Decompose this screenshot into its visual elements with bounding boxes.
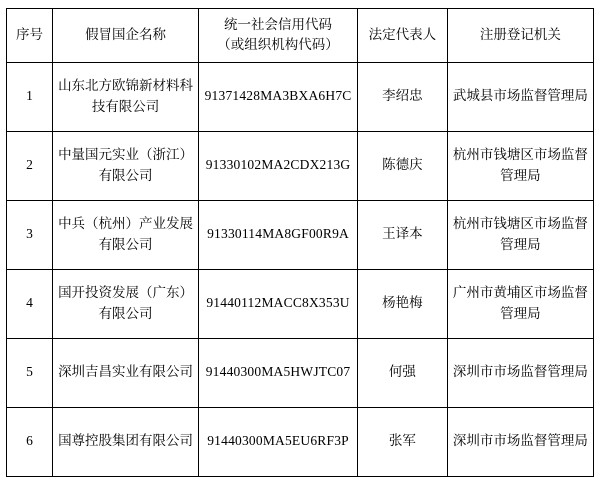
cell-index: 5	[7, 338, 53, 407]
column-header-index	[7, 9, 53, 63]
cell-name: 中兵（杭州）产业发展有限公司	[52, 200, 198, 269]
cell-rep: 李绍忠	[357, 62, 447, 131]
cell-index: 3	[7, 200, 53, 269]
cell-code: 91440300MA5EU6RF3P	[199, 407, 358, 476]
cell-name: 山东北方欧锦新材料科技有限公司	[52, 62, 198, 131]
column-header-name	[52, 9, 198, 63]
cell-rep: 陈德庆	[357, 131, 447, 200]
cell-index: 1	[7, 62, 53, 131]
cell-org: 杭州市钱塘区市场监督管理局	[447, 131, 593, 200]
cell-org: 广州市黄埔区市场监督管理局	[447, 269, 593, 338]
table-row	[7, 62, 594, 131]
fake-company-table	[6, 8, 594, 477]
cell-code: 91440112MACC8X353U	[199, 269, 358, 338]
table-row	[7, 131, 594, 200]
cell-name: 国开投资发展（广东）有限公司	[52, 269, 198, 338]
cell-index: 6	[7, 407, 53, 476]
cell-code: 91330114MA8GF00R9A	[199, 200, 358, 269]
column-header-rep	[357, 9, 447, 63]
table-header-row	[7, 9, 594, 63]
cell-index: 4	[7, 269, 53, 338]
table-row	[7, 200, 594, 269]
cell-org: 杭州市钱塘区市场监督管理局	[447, 200, 593, 269]
table-body	[7, 62, 594, 476]
cell-rep: 王译本	[357, 200, 447, 269]
cell-code: 91371428MA3BXA6H7C	[199, 62, 358, 131]
cell-org: 武城县市场监督管理局	[447, 62, 593, 131]
cell-rep: 何强	[357, 338, 447, 407]
column-header-code-label: 统一社会信用代码	[224, 17, 333, 32]
table-header	[7, 9, 594, 63]
cell-name: 国尊控股集团有限公司	[52, 407, 198, 476]
column-header-org-label: 注册登记机关	[479, 27, 561, 43]
cell-org: 深圳市市场监督管理局	[447, 338, 593, 407]
cell-code: 91440300MA5HWJTC07	[199, 338, 358, 407]
column-header-org	[447, 9, 593, 63]
cell-name: 中量国元实业（浙江）有限公司	[52, 131, 198, 200]
table-row	[7, 269, 594, 338]
column-header-code-sublabel: （或组织机构代码）	[217, 37, 339, 53]
column-header-code	[199, 9, 358, 63]
cell-index: 2	[7, 131, 53, 200]
column-header-rep-label: 法定代表人	[368, 27, 437, 43]
table-row	[7, 338, 594, 407]
column-header-name-label: 假冒国企名称	[85, 27, 167, 43]
cell-name: 深圳吉昌实业有限公司	[52, 338, 198, 407]
cell-code: 91330102MA2CDX213G	[199, 131, 358, 200]
cell-org: 深圳市市场监督管理局	[447, 407, 593, 476]
cell-rep: 杨艳梅	[357, 269, 447, 338]
column-header-index-label: 序号	[15, 27, 43, 43]
table-row	[7, 407, 594, 476]
cell-rep: 张军	[357, 407, 447, 476]
